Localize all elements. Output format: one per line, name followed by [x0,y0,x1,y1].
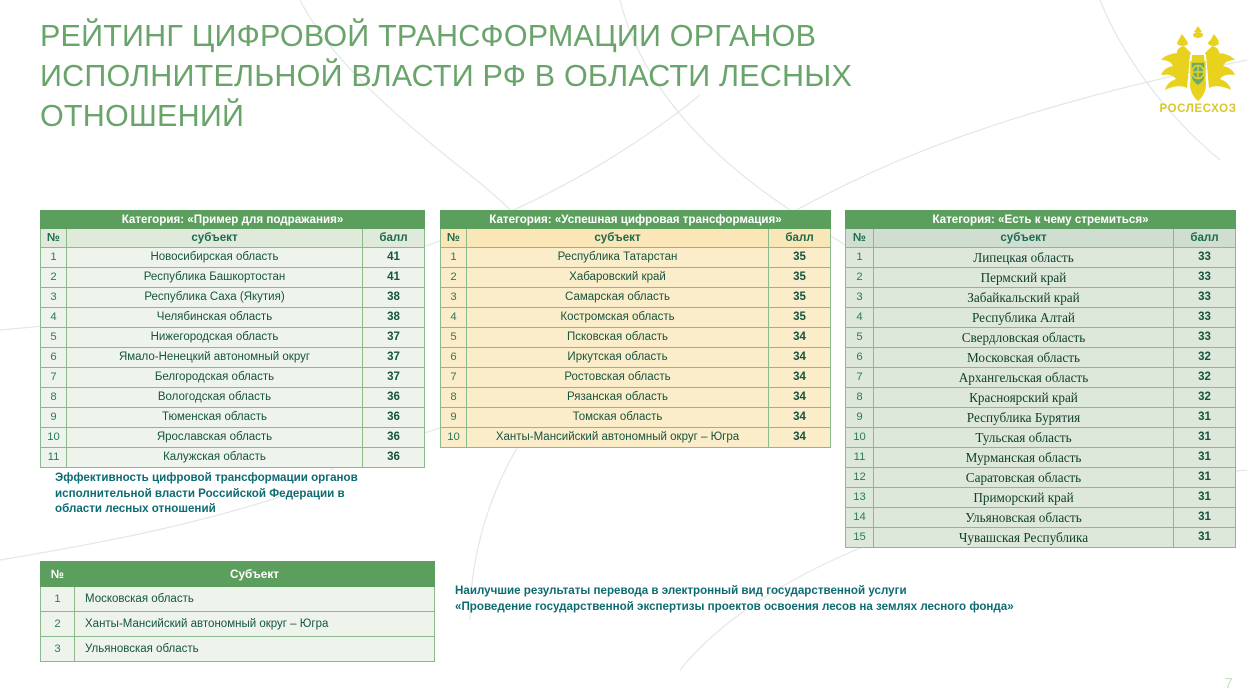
cell-score: 37 [363,328,425,348]
cell-subject: Тульская область [874,428,1174,448]
cell-rank: 2 [41,268,67,288]
logo-wordmark: РОСЛЕСХОЗ [1159,103,1237,115]
page-number: 7 [1224,675,1233,692]
table-row [41,587,435,612]
cell-rank: 8 [41,388,67,408]
cell-subject: Новосибирская область [67,248,363,268]
cell-rank: 5 [846,328,874,348]
cell-score: 41 [363,248,425,268]
table-category-header-row [846,211,1236,229]
table-row [41,408,425,428]
cell-score: 41 [363,268,425,288]
cell-rank: 3 [441,288,467,308]
table-row [41,328,425,348]
cell-rank: 5 [41,328,67,348]
cell-rank: 4 [41,308,67,328]
table-row [41,448,425,468]
cell-subject: Челябинская область [67,308,363,328]
rosleskhoz-logo [1152,22,1244,128]
cell-rank: 1 [41,248,67,268]
table-column-header-row [846,229,1236,248]
cell-score: 34 [769,408,831,428]
cell-score: 32 [1174,388,1236,408]
cell-subject: Республика Саха (Якутия) [67,288,363,308]
cell-subject: Республика Бурятия [874,408,1174,428]
cell-score: 36 [363,388,425,408]
cell-subject: Ханты-Мансийский автономный округ – Югра [467,428,769,448]
cell-subject: Республика Башкортостан [67,268,363,288]
cell-subject: Ульяновская область [874,508,1174,528]
cell-subject: Ростовская область [467,368,769,388]
table-row [41,612,435,637]
caption-line-2: «Проведение государственной экспертизы проектов освоения лесов на землях лесного фонда» [455,599,1014,613]
cell-rank: 8 [441,388,467,408]
table-row [441,408,831,428]
cell-subject: Хабаровский край [467,268,769,288]
table-row [846,328,1236,348]
table-row [41,348,425,368]
table-row [41,428,425,448]
table-example-to-follow [40,210,425,468]
cell-score: 36 [363,428,425,448]
table-row [846,488,1236,508]
cell-score: 37 [363,348,425,368]
cell-subject: Мурманская область [874,448,1174,468]
cell-rank: 6 [41,348,67,368]
table-row [41,308,425,328]
cell-rank: 14 [846,508,874,528]
table-row [846,468,1236,488]
caption-best-results [455,583,1155,614]
column-header-subject: субъект [874,229,1174,248]
cell-subject: Нижегородская область [67,328,363,348]
table-row [41,268,425,288]
cell-rank: 10 [41,428,67,448]
cell-rank: 1 [846,248,874,268]
cell-score: 31 [1174,468,1236,488]
cell-score: 31 [1174,528,1236,548]
cell-rank: 3 [41,288,67,308]
cell-score: 34 [769,368,831,388]
cell-subject: Приморский край [874,488,1174,508]
cell-subject: Ярославская область [67,428,363,448]
table-row [441,368,831,388]
table-row [846,508,1236,528]
table-column-header-row [41,229,425,248]
cell-subject: Костромская область [467,308,769,328]
table-row [441,248,831,268]
cell-score: 35 [769,248,831,268]
cell-subject: Липецкая область [874,248,1174,268]
column-header-num: № [41,562,75,587]
cell-subject: Саратовская область [874,468,1174,488]
column-header-score: балл [363,229,425,248]
cell-rank: 9 [41,408,67,428]
column-header-subject: Субъект [75,562,435,587]
cell-subject: Ямало-Ненецкий автономный округ [67,348,363,368]
cell-rank: 9 [846,408,874,428]
table-room-to-improve [845,210,1236,548]
cell-subject: Ульяновская область [75,637,435,662]
column-header-subject: субъект [67,229,363,248]
double-headed-eagle-icon [1154,22,1242,102]
cell-rank: 8 [846,388,874,408]
cell-rank: 7 [441,368,467,388]
table-row [41,368,425,388]
cell-score: 32 [1174,368,1236,388]
cell-subject: Псковская область [467,328,769,348]
cell-rank: 11 [41,448,67,468]
column-header-subject: субъект [467,229,769,248]
column-header-num: № [441,229,467,248]
cell-score: 33 [1174,328,1236,348]
table-column-header-row [441,229,831,248]
table-row [846,288,1236,308]
cell-subject: Красноярский край [874,388,1174,408]
table-category-header-row [441,211,831,229]
table-successful-digital-transformation [440,210,831,448]
cell-subject: Ханты-Мансийский автономный округ – Югра [75,612,435,637]
column-header-score: балл [1174,229,1236,248]
cell-score: 31 [1174,508,1236,528]
cell-rank: 10 [846,428,874,448]
table-row [441,348,831,368]
cell-score: 36 [363,448,425,468]
cell-subject: Свердловская область [874,328,1174,348]
cell-rank: 4 [846,308,874,328]
cell-subject: Пермский край [874,268,1174,288]
cell-subject: Калужская область [67,448,363,468]
caption-line-1: Наилучшие результаты перевода в электронный вид государственной услуги [455,584,907,597]
cell-score: 33 [1174,248,1236,268]
table-best-service-results [40,561,435,662]
cell-score: 31 [1174,408,1236,428]
cell-subject: Тюменская область [67,408,363,428]
cell-subject: Белгородская область [67,368,363,388]
cell-score: 35 [769,268,831,288]
cell-subject: Вологодская область [67,388,363,408]
page-title: РЕЙТИНГ ЦИФРОВОЙ ТРАНСФОРМАЦИИ ОРГАНОВ ИСПОЛНИТЕЛЬНОЙ ВЛАСТИ РФ В ОБЛАСТИ ЛЕСНЫХ ОТНОШЕНИЙ [40,19,852,133]
cell-subject: Забайкальский край [874,288,1174,308]
cell-score: 31 [1174,448,1236,468]
caption-line-2: исполнительной власти Российской Федерации в [55,486,345,500]
caption-line-1: Эффективность цифровой трансформации органов [55,471,358,484]
cell-rank: 9 [441,408,467,428]
cell-score: 33 [1174,308,1236,328]
cell-score: 37 [363,368,425,388]
cell-rank: 11 [846,448,874,468]
column-header-score: балл [769,229,831,248]
table-row [441,328,831,348]
cell-subject: Рязанская область [467,388,769,408]
table-category-header-row [41,211,425,229]
table-row [846,368,1236,388]
cell-rank: 3 [41,637,75,662]
column-header-num: № [846,229,874,248]
cell-score: 34 [769,428,831,448]
cell-rank: 7 [846,368,874,388]
table-row [846,528,1236,548]
cell-score: 35 [769,308,831,328]
cell-rank: 15 [846,528,874,548]
table-row [41,637,435,662]
cell-rank: 2 [41,612,75,637]
cell-rank: 1 [41,587,75,612]
cell-rank: 5 [441,328,467,348]
cell-score: 33 [1174,288,1236,308]
cell-score: 38 [363,308,425,328]
caption-line-3: области лесных отношений [55,502,216,515]
table-row [846,248,1236,268]
table-category-title: Категория: «Есть к чему стремиться» [846,211,1236,229]
table-row [846,448,1236,468]
cell-subject: Иркутская область [467,348,769,368]
cell-score: 31 [1174,428,1236,448]
cell-score: 33 [1174,268,1236,288]
cell-rank: 1 [441,248,467,268]
table-category-title: Категория: «Пример для подражания» [41,211,425,229]
table-row [41,288,425,308]
cell-subject: Самарская область [467,288,769,308]
cell-subject: Московская область [75,587,435,612]
cell-subject: Томская область [467,408,769,428]
table-row [41,248,425,268]
cell-subject: Республика Татарстан [467,248,769,268]
cell-subject: Чувашская Республика [874,528,1174,548]
cell-score: 36 [363,408,425,428]
table-row [846,348,1236,368]
table-row [846,388,1236,408]
cell-subject: Республика Алтай [874,308,1174,328]
table-row [846,428,1236,448]
table-row [441,388,831,408]
cell-subject: Московская область [874,348,1174,368]
cell-rank: 6 [846,348,874,368]
cell-rank: 4 [441,308,467,328]
table-row [441,288,831,308]
table-row [846,308,1236,328]
cell-rank: 6 [441,348,467,368]
bottom-table-header-row [41,562,435,587]
table-row [846,268,1236,288]
cell-score: 31 [1174,488,1236,508]
table-row [41,388,425,408]
cell-rank: 3 [846,288,874,308]
cell-score: 34 [769,348,831,368]
cell-rank: 2 [441,268,467,288]
cell-rank: 13 [846,488,874,508]
cell-score: 34 [769,388,831,408]
cell-score: 38 [363,288,425,308]
column-header-num: № [41,229,67,248]
table-category-title: Категория: «Успешная цифровая трансформация» [441,211,831,229]
caption-efficiency [55,470,455,517]
cell-score: 34 [769,328,831,348]
cell-rank: 10 [441,428,467,448]
cell-rank: 2 [846,268,874,288]
cell-rank: 7 [41,368,67,388]
table-row [441,308,831,328]
cell-score: 35 [769,288,831,308]
table-row [846,408,1236,428]
table-row [441,428,831,448]
cell-rank: 12 [846,468,874,488]
cell-subject: Архангельская область [874,368,1174,388]
table-row [441,268,831,288]
cell-score: 32 [1174,348,1236,368]
